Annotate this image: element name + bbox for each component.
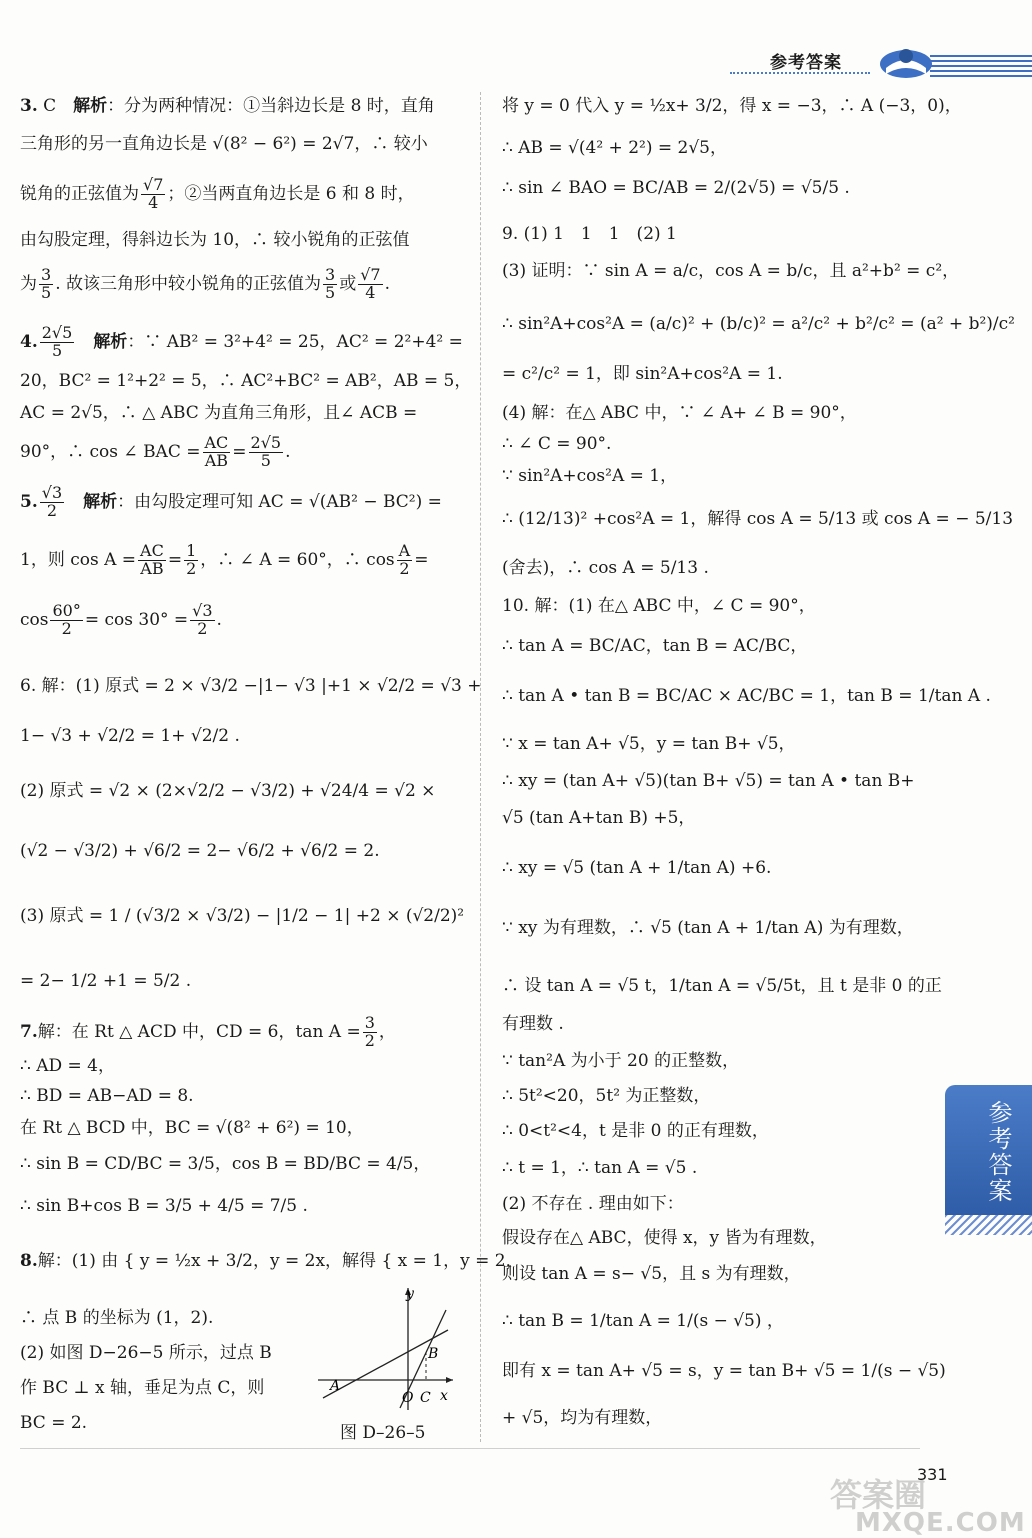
q10-line-19: 即有 x = tan A+ √5 = s，y = tan B+ √5 = 1/(s − √5)	[502, 1361, 946, 1381]
q10-line-16: 假设存在△ ABC，使得 x，y 皆为有理数，	[502, 1228, 827, 1248]
column-divider	[480, 92, 481, 1442]
q6-line-6: = 2− 1/2 +1 = 5/2 .	[20, 971, 192, 991]
q9-line-7: ∵ sin²A+cos²A = 1，	[502, 466, 678, 486]
q7-line-5: ∴ sin B = CD/BC = 3/5，cos B = BD/BC = 4/5，	[20, 1154, 431, 1174]
q7-line-6: ∴ sin B+cos B = 3/5 + 4/5 = 7/5 .	[20, 1196, 308, 1216]
q5-line-2: 1，则 cos A = $\frac{AC}{AB}$ = $\frac{1}{2}$ ，∴ ∠ A = 60°，∴ cos $\frac{A}{2}$ =	[20, 541, 429, 578]
label-b: B	[428, 1346, 439, 1362]
q9-line-4: = c²/c² = 1，即 sin²A+cos²A = 1.	[502, 364, 783, 384]
q10-line-14: ∴ t = 1，∴ tan A = √5 .	[502, 1158, 698, 1178]
r-line-3: ∴ sin ∠ BAO = BC/AB = 2/(2√5) = √5/5 .	[502, 178, 850, 198]
q7-line-4: 在 Rt △ BCD 中，BC = √(8² + 6²) = 10，	[20, 1118, 364, 1138]
q6-line-5: (3) 原式 = 1 / (√3/2 × √3/2) − |1/2 − 1| +2 × (√2/2)²	[20, 906, 465, 926]
q3-line-5: 为 $\frac{3}{5}$ . 故该三角形中较小锐角的正弦值为 $\frac{3}{5}$ 或 $\frac{√7}{4}$ .	[20, 265, 390, 302]
q3-line-1: 3. C 解析：分为两种情况：①当斜边长是 8 时，直角	[20, 96, 435, 116]
label-o: O	[402, 1390, 414, 1406]
footer-rule	[20, 1448, 920, 1449]
q10-line-1: 10. 解：(1) 在△ ABC 中，∠ C = 90°，	[502, 596, 816, 616]
r-line-2: ∴ AB = √(4² + 2²) = 2√5，	[502, 138, 727, 158]
line-y-half-x	[323, 1330, 448, 1398]
q9-line-8: ∴ (12/13)² +cos²A = 1，解得 cos A = 5/13 或 cos A = − 5/13	[502, 509, 1014, 529]
q3-line-2: 三角形的另一直角边长是 √(8² − 6²) = 2√7，∴ 较小	[20, 134, 428, 154]
q4-line-1: 4. $\frac{2√5}{5}$ 解析：∵ AB² = 3²+4² = 25，AC² = 2²+4² =	[20, 323, 463, 360]
q10-line-12: ∴ 5t²<20，5t² 为正整数，	[502, 1086, 711, 1106]
side-tab-label: 参考答案	[984, 1100, 1012, 1204]
header-title: 参考答案	[770, 53, 842, 73]
q10-line-9: ∴ 设 tan A = √5 t，1/tan A = √5/5t，且 t 是非 0 的正	[502, 976, 942, 996]
q10-line-10: 有理数 .	[502, 1014, 564, 1034]
q6-line-2: 1− √3 + √2/2 = 1+ √2/2 .	[20, 726, 240, 746]
q10-line-17: 则设 tan A = s− √5，且 s 为有理数，	[502, 1264, 801, 1284]
q7-line-3: ∴ BD = AB−AD = 8.	[20, 1086, 194, 1106]
q9-line-9: (舍去)，∴ cos A = 5/13 .	[502, 558, 709, 578]
q3-line-3: 锐角的正弦值为 $\frac{√7}{4}$ ；②当两直角边长是 6 和 8 时，	[20, 175, 415, 212]
q4-line-3: AC = 2√5，∴ △ ABC 为直角三角形，且∠ ACB =	[20, 403, 418, 423]
q10-line-4: ∵ x = tan A+ √5，y = tan B+ √5，	[502, 734, 796, 754]
q9-line-6: ∴ ∠ C = 90°.	[502, 434, 612, 454]
watermark-url: MXQE.COM	[855, 1508, 1026, 1538]
q8-line-4: 作 BC ⊥ x 轴，垂足为点 C，则	[20, 1378, 265, 1398]
q8-line-3: (2) 如图 D−26−5 所示，过点 B	[20, 1343, 272, 1363]
label-c: C	[420, 1390, 431, 1406]
q5-line-1: 5. $\frac{√3}{2}$ 解析：由勾股定理可知 AC = √(AB² − BC²) =	[20, 483, 442, 520]
q10-line-13: ∴ 0<t²<4，t 是非 0 的正有理数，	[502, 1121, 769, 1141]
q4-line-4: 90°，∴ cos ∠ BAC = $\frac{AC}{AB}$ = $\frac{2√5}{5}$ .	[20, 433, 291, 470]
r-line-1: 将 y = 0 代入 y = ½x+ 3/2，得 x = −3，∴ A (−3，0)，	[502, 96, 962, 116]
q10-line-3: ∴ tan A • tan B = BC/AC × AC/BC = 1，tan B = 1/tan A .	[502, 686, 991, 706]
q10-line-20: + √5，均为有理数，	[502, 1408, 663, 1428]
q9-line-3: ∴ sin²A+cos²A = (a/c)² + (b/c)² = a²/c² + b²/c² = (a² + b²)/c²	[502, 314, 1015, 334]
q10-line-8: ∵ xy 为有理数，∴ √5 (tan A + 1/tan A) 为有理数，	[502, 918, 914, 938]
q6-line-1: 6. 解：(1) 原式 = 2 × √3/2 −|1− √3 |+1 × √2/2 = √3 +	[20, 676, 482, 696]
q6-line-4: (√2 − √3/2) + √6/2 = 2− √6/2 + √6/2 = 2.	[20, 841, 380, 861]
label-x: x	[440, 1388, 448, 1404]
q3-line-4: 由勾股定理，得斜边长为 10，∴ 较小锐角的正弦值	[20, 230, 410, 250]
header-dotted-rule	[730, 72, 870, 74]
q10-line-7: ∴ xy = √5 (tan A + 1/tan A) +6.	[502, 858, 772, 878]
q9-line-1: 9. (1) 1 1 1 (2) 1	[502, 224, 677, 244]
page-number: 331	[917, 1465, 948, 1484]
side-tab-hatch	[945, 1215, 1032, 1235]
q10-line-15: (2) 不存在 . 理由如下：	[502, 1194, 684, 1214]
q9-line-2: (3) 证明：∵ sin A = a/c，cos A = b/c，且 a²+b² = c²，	[502, 261, 960, 281]
q8-line-5: BC = 2.	[20, 1413, 88, 1433]
q5-line-3: cos $\frac{60^\circ}{2}$ = cos 30° = $\frac{√3}{2}$ .	[20, 601, 222, 638]
q10-line-6: √5 (tan A+tan B) +5，	[502, 808, 696, 828]
watermark-text: 答案圈	[830, 1476, 927, 1514]
book-logo-icon	[876, 42, 936, 82]
q9-line-5: (4) 解：在△ ABC 中，∵ ∠ A+ ∠ B = 90°，	[502, 403, 857, 423]
q7-line-2: ∴ AD = 4，	[20, 1056, 115, 1076]
q4-line-2: 20，BC² = 1²+2² = 5，∴ AC²+BC² = AB²，AB = 5，	[20, 371, 472, 391]
q10-line-5: ∴ xy = (tan A+ √5)(tan B+ √5) = tan A • tan B+	[502, 771, 915, 791]
q7-line-1: 7.解：在 Rt △ ACD 中，CD = 6，tan A = $\frac{3}{2}$ ，	[20, 1013, 396, 1050]
q10-line-18: ∴ tan B = 1/tan A = 1/(s − √5) ，	[502, 1311, 784, 1331]
q10-line-11: ∵ tan²A 为小于 20 的正整数，	[502, 1051, 740, 1071]
figure-d-26-5	[318, 1280, 458, 1415]
q6-line-3: (2) 原式 = √2 × (2×√2/2 − √3/2) + √24/4 = √2 ×	[20, 781, 436, 801]
q8-line-1: 8.解：(1) 由 { y = ½x + 3/2，y = 2x，解得 { x = 1，y = 2，	[20, 1251, 523, 1271]
label-y: y	[406, 1286, 414, 1302]
q10-line-2: ∴ tan A = BC/AC，tan B = AC/BC，	[502, 636, 808, 656]
figure-caption: 图 D–26–5	[340, 1423, 426, 1443]
header-stripes	[930, 55, 1032, 79]
q8-line-2: ∴ 点 B 的坐标为 (1，2).	[20, 1308, 214, 1328]
label-a: A	[330, 1378, 341, 1394]
